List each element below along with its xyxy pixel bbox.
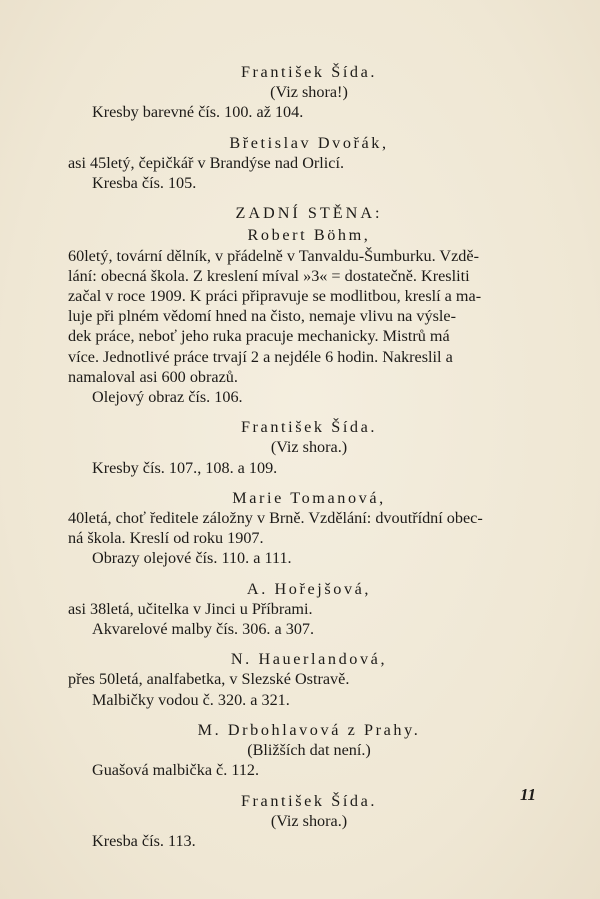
bio-line: 40letá, choť ředitele záložny v Brně. Vzdělání: dvoutřídní obec- bbox=[68, 509, 483, 528]
artist-name: František Šída. bbox=[240, 63, 378, 81]
entry-drbohlavova bbox=[68, 720, 538, 781]
artist-note: (Viz shora!) bbox=[270, 83, 348, 102]
artist-bio: přes 50letá, analfabetka, v Slezské Ostravě. bbox=[68, 670, 350, 689]
entry-sida-2 bbox=[68, 417, 538, 478]
entry-sida-3 bbox=[68, 791, 538, 852]
work-caption: Akvarelové malby čís. 306. a 307. bbox=[92, 620, 315, 639]
work-caption: Kresby barevné čís. 100. až 104. bbox=[92, 103, 304, 122]
work-caption: Malbičky vodou č. 320. a 321. bbox=[92, 690, 290, 709]
bio-line: luje při plném vědomí hned na čisto, nemaje vlivu na výsle- bbox=[68, 307, 456, 326]
bio-line: dek práce, neboť jeho ruka pracuje mechanicky. Mistrů má bbox=[68, 327, 450, 346]
work-caption: Kresba čís. 105. bbox=[92, 174, 197, 193]
text-column bbox=[68, 62, 538, 851]
entry-sida-1 bbox=[68, 62, 538, 123]
entry-bohm bbox=[68, 225, 538, 407]
artist-name: N. Hauerlandová, bbox=[230, 650, 388, 669]
artist-note: (Viz shora.) bbox=[270, 438, 348, 457]
work-caption: Obrazy olejové čís. 110. a 111. bbox=[92, 549, 292, 568]
artist-bio: asi 38letá, učitelka v Jinci u Příbrami. bbox=[68, 599, 313, 618]
artist-name: Marie Tomanová, bbox=[232, 488, 386, 507]
work-caption: Kresby čís. 107., 108. a 109. bbox=[92, 458, 278, 477]
artist-bio: asi 45letý, čepičkář v Brandýse nad Orlicí. bbox=[68, 153, 344, 172]
artist-name: Břetislav Dvořák, bbox=[229, 133, 389, 152]
bio-line: namaloval asi 600 obrazů. bbox=[68, 367, 238, 386]
artist-note: (Bližších dat není.) bbox=[247, 741, 371, 760]
work-caption: Kresba čís. 113. bbox=[92, 831, 196, 850]
section-heading: ZADNÍ STĚNA: bbox=[235, 204, 383, 223]
bio-line: více. Jednotlivé práce trvají 2 a nejdéle 6 hodin. Nakreslil a bbox=[68, 347, 453, 366]
bio-line: 60letý, tovární dělník, v přádelně v Tanvaldu-Šumburku. Vzdě- bbox=[68, 246, 479, 265]
bio-line: začal v roce 1909. K práci připravuje se modlitbou, kreslí a ma- bbox=[68, 287, 482, 306]
entry-hauerlandova bbox=[68, 649, 538, 710]
artist-name: František Šída. bbox=[240, 418, 378, 437]
entry-horejsova bbox=[68, 579, 538, 640]
artist-note: (Viz shora.) bbox=[270, 811, 348, 830]
artist-name: A. Hořejšová, bbox=[246, 579, 372, 598]
bio-line: ná škola. Kreslí od roku 1907. bbox=[68, 529, 264, 548]
artist-name: M. Drbohlavová z Prahy. bbox=[197, 720, 421, 739]
entry-tomanova bbox=[68, 488, 538, 569]
page-number: 11 bbox=[519, 785, 536, 804]
bio-line: lání: obecná škola. Z kreslení míval »3« = dostatečně. Kresliti bbox=[68, 266, 470, 285]
artist-name: Robert Böhm, bbox=[247, 226, 371, 245]
work-caption: Olejový obraz čís. 106. bbox=[92, 388, 243, 407]
entry-dvorak bbox=[68, 133, 538, 194]
work-caption: Guašová malbička č. 112. bbox=[92, 761, 260, 780]
artist-name: František Šída. bbox=[240, 791, 378, 810]
